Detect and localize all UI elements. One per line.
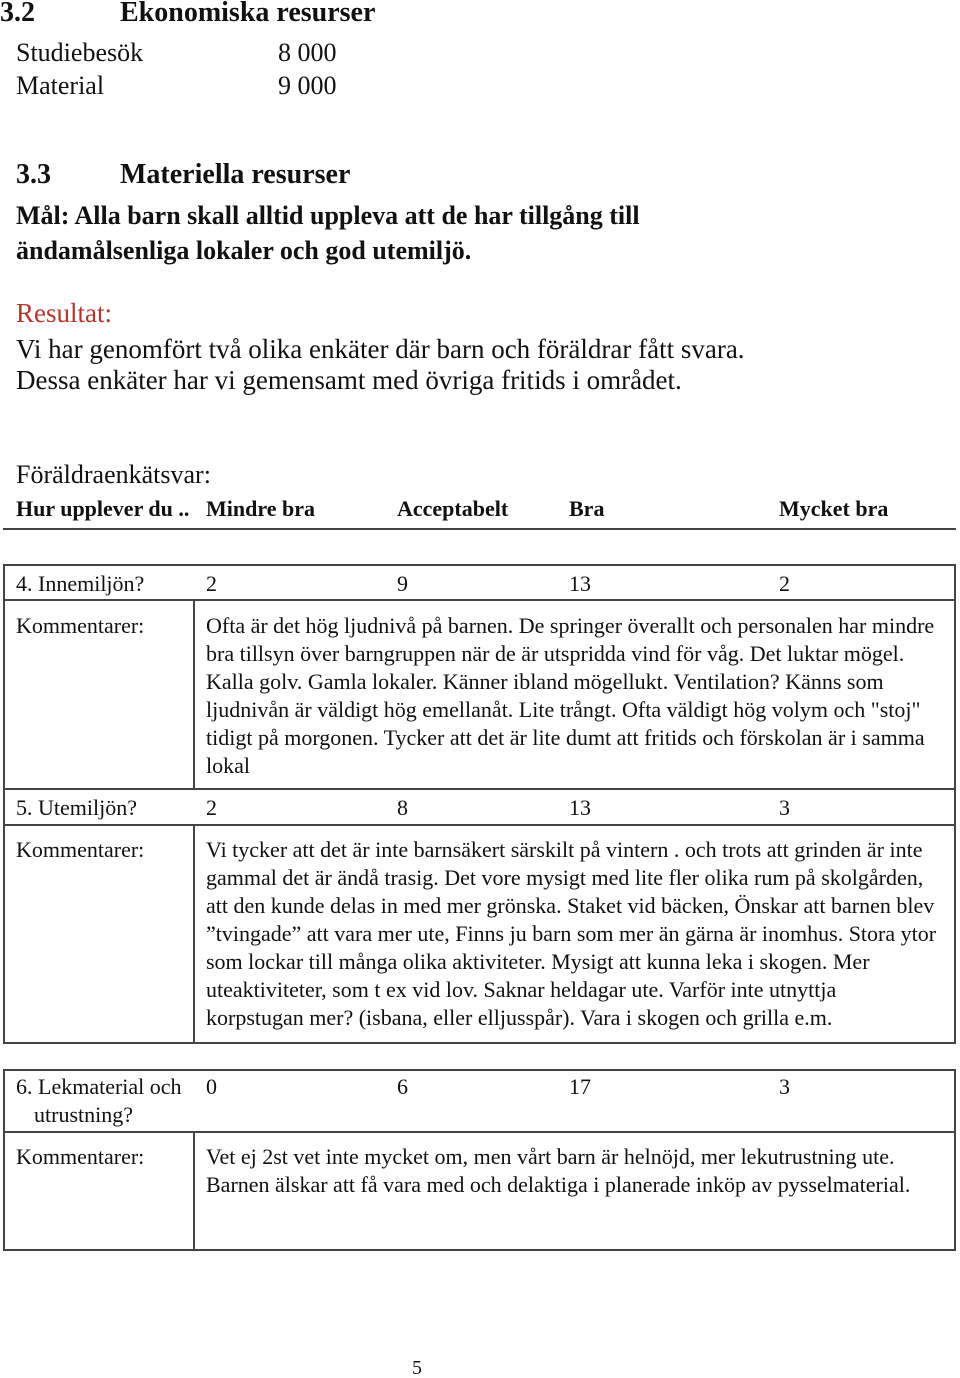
count-acceptabelt: 6 — [397, 1074, 408, 1099]
comment-row — [5, 601, 954, 790]
survey-table — [3, 1069, 956, 1251]
comment-line: som lockar till många olika aktiviteter. Mysigt att kunna leka i skogen. Mer — [206, 949, 870, 974]
page-number: 5 — [412, 1357, 422, 1378]
budget-item-label: Studiebesök — [16, 38, 144, 67]
survey-title: Föräldraenkätsvar: — [16, 460, 211, 489]
comment-line: korpstugan mer? (isbana, eller elljusspår). Vara i skogen och grilla e.m. — [206, 1005, 833, 1030]
question-label: 4. Innemiljön? — [16, 571, 145, 596]
count-mycket-bra: 3 — [779, 795, 790, 820]
budget-item-amount: 9 000 — [278, 71, 337, 100]
result-paragraph — [16, 334, 745, 396]
comment-line: bra tillsyn över barngruppen när de är utspridda vind för våg. Det luktar mögel. — [206, 641, 905, 666]
count-mycket-bra: 2 — [779, 571, 790, 596]
budget-item-label: Material — [16, 71, 105, 100]
comment-label: Kommentarer: — [5, 601, 195, 788]
count-mindre-bra: 0 — [206, 1074, 217, 1099]
question-row — [5, 1071, 954, 1133]
header-divider — [3, 528, 956, 530]
comment-row — [5, 1133, 954, 1249]
comment-text — [195, 1133, 954, 1249]
section-title: Materiella resurser — [120, 159, 351, 190]
comment-line: ”tvingade” att vara mer ute, Finns ju barn som mer än gärna är inomhus. Stora ytor — [206, 921, 937, 946]
comment-line: Ofta är det hög ljudnivå på barnen. De springer överallt och personalen har mindre — [206, 613, 935, 638]
comment-line: gammal det är ändå trasig. Det vore mysigt med lite fler olika rum på skolgården, — [206, 865, 924, 890]
count-acceptabelt: 9 — [397, 571, 408, 596]
header-option-mycket-bra: Mycket bra — [779, 496, 889, 521]
question-label: 6. Lekmaterial och utrustning? — [16, 1074, 182, 1127]
count-mycket-bra: 3 — [779, 1074, 790, 1099]
comment-row — [5, 826, 954, 1042]
header-option-mindre-bra: Mindre bra — [206, 496, 315, 521]
comment-text — [195, 601, 954, 788]
comment-line: tidigt på morgonen. Tycker att det är lite dumt att fritids och förskolan är i samma — [206, 725, 925, 750]
goal-line: ändamålsenliga lokaler och god utemiljö. — [16, 236, 472, 265]
header-option-bra: Bra — [569, 496, 605, 521]
count-mindre-bra: 2 — [206, 571, 217, 596]
comment-line: Vet ej 2st vet inte mycket om, men vårt barn är helnöjd, mer lekutrustning ute. — [206, 1144, 895, 1169]
count-bra: 13 — [569, 571, 591, 596]
budget-item-amount: 8 000 — [278, 38, 337, 67]
comment-text — [195, 826, 954, 1042]
comment-line: Kalla golv. Gamla lokaler. Känner ibland mögellukt. Ventilation? Känns som — [206, 669, 884, 694]
comment-line: Vi tycker att det är inte barnsäkert särskilt på vintern . och trots att grinden är inte — [206, 837, 923, 862]
question-row — [5, 566, 954, 601]
question-row — [5, 790, 954, 826]
comment-label: Kommentarer: — [5, 1133, 195, 1249]
survey-table — [3, 564, 956, 1044]
question-label: 5. Utemiljön? — [16, 795, 137, 820]
goal-paragraph — [16, 198, 640, 268]
comment-label: Kommentarer: — [5, 826, 195, 1042]
section-number: 3.2 — [0, 0, 35, 28]
header-option-acceptabelt: Acceptabelt — [397, 496, 509, 521]
comment-line: att den kunde delas in med mer grönska. Staket vid bäcken, Önskar att barnen blev — [206, 893, 935, 918]
result-line: Dessa enkäter har vi gemensamt med övriga fritids i området. — [16, 365, 682, 395]
header-question: Hur upplever du .. — [16, 496, 190, 521]
result-line: Vi har genomfört två olika enkäter där barn och föräldrar fått svara. — [16, 334, 745, 364]
comment-line: uteaktiviteter, som t ex vid lov. Saknar heldagar ute. Varför inte utnyttja — [206, 977, 837, 1002]
count-acceptabelt: 8 — [397, 795, 408, 820]
section-title: Ekonomiska resurser — [120, 0, 376, 28]
comment-line: ljudnivån är väldigt hög emellanåt. Lite trångt. Ofta väldigt hög volym och "stoj" — [206, 697, 921, 722]
comment-line: lokal — [206, 753, 250, 778]
count-mindre-bra: 2 — [206, 795, 217, 820]
section-number: 3.3 — [16, 159, 51, 190]
count-bra: 17 — [569, 1074, 591, 1099]
goal-line: Mål: Alla barn skall alltid uppleva att de har tillgång till — [16, 201, 640, 230]
result-label: Resultat: — [16, 298, 112, 328]
count-bra: 13 — [569, 795, 591, 820]
comment-line: Barnen älskar att få vara med och delaktiga i planerade inköp av pysselmaterial. — [206, 1172, 911, 1197]
